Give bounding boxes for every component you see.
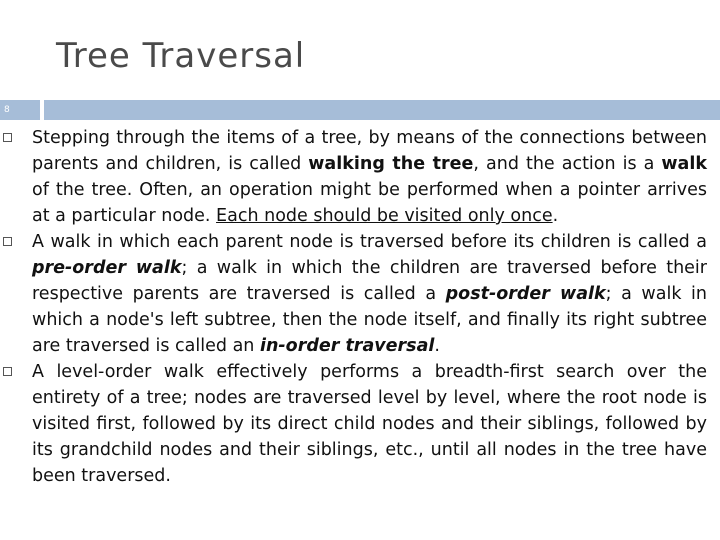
bullet-text	[32, 232, 707, 356]
bullet-text	[32, 128, 707, 226]
bold-italic-term: pre-order walk	[32, 258, 182, 278]
slide-number: 8	[0, 100, 40, 120]
slide-title: Tree Traversal	[56, 36, 306, 76]
text-segment: , and the action is a	[473, 154, 662, 174]
header-bar	[44, 100, 720, 120]
text-segment: of the tree. Often, an operation might be performed when a pointer arrives at a particular node.	[32, 180, 707, 226]
bullet-item	[0, 229, 720, 359]
text-segment: A walk in which each parent node is traversed before its children is called a	[32, 232, 707, 252]
square-bullet-icon	[3, 237, 12, 246]
bullet-item	[0, 359, 720, 489]
bullet-list	[0, 125, 720, 489]
bullet-text: A level-order walk effectively performs a breadth-first search over the entirety of a tree; nodes are traversed level by level, where the root node is visited first, followed by its direct child nodes and their siblings, followed by its grandchild nodes and their siblings, etc., until all nodes in the tree have been traversed.	[32, 362, 707, 486]
underlined-text: Each node should be visited only once	[216, 206, 553, 226]
text-segment: ; a walk in which the children are traversed before their respective parents are traversed is called a	[32, 258, 707, 304]
text-segment: Stepping through the items of a tree, by means of the connections between parents and children, is called	[32, 128, 707, 174]
square-bullet-icon	[3, 133, 12, 142]
text-segment: .	[552, 206, 559, 226]
bold-italic-term: in-order traversal	[259, 336, 435, 356]
bold-term: walking the tree	[308, 154, 474, 174]
text-segment: ; a walk in which a node's left subtree, then the node itself, and finally its right subtree are traversed is called an	[32, 284, 707, 356]
bullet-item	[0, 125, 720, 229]
bold-italic-term: post-order walk	[445, 284, 606, 304]
bold-term: walk	[661, 154, 708, 174]
square-bullet-icon	[3, 367, 12, 376]
text-segment: .	[434, 336, 440, 356]
